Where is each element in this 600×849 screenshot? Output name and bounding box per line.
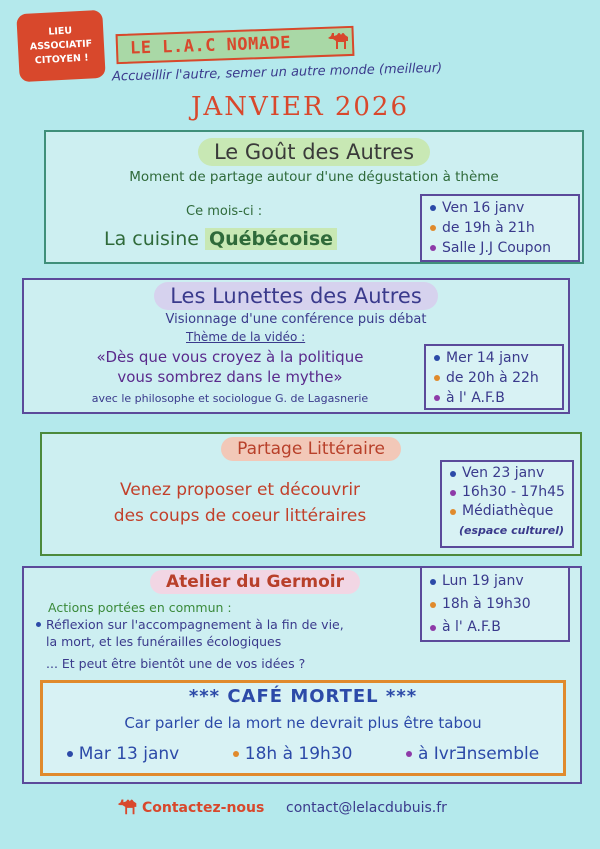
bullet-dot-icon (434, 355, 440, 361)
bullet-dot-icon (450, 509, 456, 515)
section2-speaker: avec le philosophe et sociologue G. de Lagasnerie (91, 392, 369, 405)
section1-time: de 19h à 21h (442, 220, 535, 236)
camel-icon (116, 796, 140, 816)
section4-time: 18h à 19h30 (442, 596, 531, 612)
bullet-dot-icon (430, 205, 436, 211)
section3-place: Médiathèque (462, 503, 554, 519)
cafe-details (40, 744, 566, 764)
section3-time: 16h30 - 17h45 (462, 484, 565, 500)
section4-actions-label: Actions portées en commun : (48, 600, 232, 615)
section4-bullet-line1: Réflexion sur l'accompagnement à la fin de vie, (46, 617, 344, 632)
section1-title: Le Goût des Autres (198, 138, 430, 166)
section4-place: à l' A.F.B (442, 619, 501, 635)
section1-theme (104, 228, 337, 250)
contact-label: Contactez-nous (142, 800, 265, 816)
section4-info-box (420, 568, 570, 642)
section3-date: Ven 23 janv (462, 465, 545, 481)
section4-title: Atelier du Germoir (150, 570, 360, 594)
section3-place-note: (espace culturel) (458, 524, 564, 537)
section3-info-box (440, 460, 574, 548)
section4-date: Lun 19 janv (442, 573, 524, 589)
month-title: JANVIER 2026 (191, 92, 409, 122)
section3-line2: des coups de coeur littéraires (113, 506, 367, 526)
section1-theme-prefix: La cuisine (104, 228, 205, 250)
cafe-subtitle: Car parler de la mort ne devrait plus être tabou (124, 714, 482, 732)
section2-theme-label: Thème de la vidéo : (186, 330, 306, 344)
bullet-dot-icon (430, 579, 436, 585)
section1-intro: Ce mois-ci : (186, 204, 263, 219)
section1-info-box (420, 194, 580, 262)
camel-icon (326, 30, 352, 50)
section3-line1: Venez proposer et découvrir (119, 480, 361, 500)
bullet-dot-icon (434, 395, 440, 401)
section1-date: Ven 16 janv (442, 200, 525, 216)
section2-quote-line1: «Dès que vous croyez à la politique (96, 348, 364, 366)
contact-email-link[interactable]: contact@lelacdubuis.fr (286, 800, 447, 816)
bullet-dot-icon (430, 625, 436, 631)
bullet-dot-icon (36, 622, 41, 627)
bullet-dot-icon (430, 225, 436, 231)
section2-info-box (424, 344, 564, 410)
bullet-dot-icon (430, 602, 436, 608)
bullet-dot-icon (233, 751, 239, 757)
association-name: LE L.A.C NOMADE (129, 33, 292, 59)
cafe-time: 18h à 19h30 (244, 744, 353, 764)
bullet-dot-icon (434, 375, 440, 381)
section4-more: ... Et peut être bientôt une de vos idées ? (46, 656, 306, 671)
bullet-dot-icon (450, 471, 456, 477)
logo-line-3: CITOYEN ! (34, 52, 89, 67)
logo-line-1: LIEU (48, 25, 73, 38)
association-logo (16, 10, 105, 82)
section2-subtitle: Visionnage d'une conférence puis débat (165, 312, 427, 327)
section2-place: à l' A.F.B (446, 390, 505, 406)
section1-theme-highlight: Québécoise (205, 228, 337, 250)
bullet-dot-icon (406, 751, 412, 757)
bullet-dot-icon (450, 490, 456, 496)
logo-line-2: ASSOCIATIF (29, 38, 93, 53)
title-banner (116, 26, 355, 64)
section2-title: Les Lunettes des Autres (154, 282, 438, 310)
section2-time: de 20h à 22h (446, 370, 539, 386)
section2-date: Mer 14 janv (446, 350, 529, 366)
cafe-place: à IvrƎnsemble (417, 744, 540, 764)
tagline: Accueillir l'autre, semer un autre monde (meilleur) (111, 60, 443, 85)
section2-quote-line2: vous sombrez dans le mythe» (117, 368, 343, 386)
section1-subtitle: Moment de partage autour d'une dégustation à thème (129, 169, 499, 185)
cafe-title: *** CAFÉ MORTEL *** (188, 686, 418, 707)
bullet-dot-icon (67, 751, 73, 757)
section1-place: Salle J.J Coupon (442, 240, 552, 256)
bullet-dot-icon (430, 245, 436, 251)
cafe-date: Mar 13 janv (78, 744, 180, 764)
section3-title: Partage Littéraire (221, 437, 401, 461)
section4-bullet-line2: la mort, et les funérailles écologiques (46, 634, 282, 649)
